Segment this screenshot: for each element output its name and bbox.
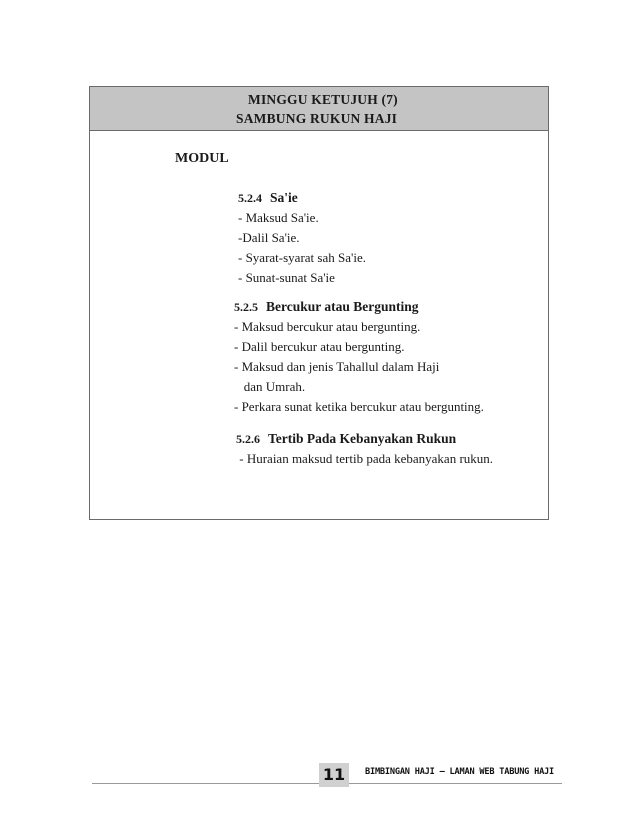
week-title: MINGGU KETUJUH (7) xyxy=(248,92,398,107)
section-heading: Bercukur atau Bergunting xyxy=(266,299,419,314)
section-5-2-5 xyxy=(234,299,484,417)
list-item: - Maksud dan jenis Tahallul dalam Haji xyxy=(234,359,440,374)
section-heading: Tertib Pada Kebanyakan Rukun xyxy=(268,431,457,446)
section-title xyxy=(238,190,366,206)
list-item: - Dalil bercukur atau bergunting. xyxy=(234,339,405,354)
modul-label: MODUL xyxy=(175,151,229,166)
list-item: - Sunat-sunat Sa'ie xyxy=(238,270,335,285)
footer-title: BIMBINGAN HAJI – LAMAN WEB TABUNG HAJI xyxy=(365,767,555,777)
list-item: dan Umrah. xyxy=(234,379,306,394)
week-subtitle: SAMBUNG RUKUN HAJI xyxy=(236,111,398,126)
list-item: - Maksud Sa'ie. xyxy=(238,210,319,225)
module-box xyxy=(89,86,549,520)
section-title xyxy=(234,299,484,315)
list-item: - Huraian maksud tertib pada kebanyakan rukun. xyxy=(236,451,494,466)
section-number: 5.2.6 xyxy=(236,432,260,446)
section-5-2-4 xyxy=(238,190,366,288)
list-item: - Maksud bercukur atau bergunting. xyxy=(234,319,421,334)
section-number: 5.2.4 xyxy=(238,191,262,205)
section-title xyxy=(236,431,493,447)
page-number: 11 xyxy=(319,763,349,787)
list-item: -Dalil Sa'ie. xyxy=(238,230,300,245)
week-header xyxy=(90,87,548,131)
section-number: 5.2.5 xyxy=(234,300,258,314)
list-item: - Perkara sunat ketika bercukur atau bergunting. xyxy=(234,399,484,414)
section-heading: Sa'ie xyxy=(270,190,298,205)
list-item: - Syarat-syarat sah Sa'ie. xyxy=(238,250,366,265)
section-5-2-6 xyxy=(236,431,493,469)
